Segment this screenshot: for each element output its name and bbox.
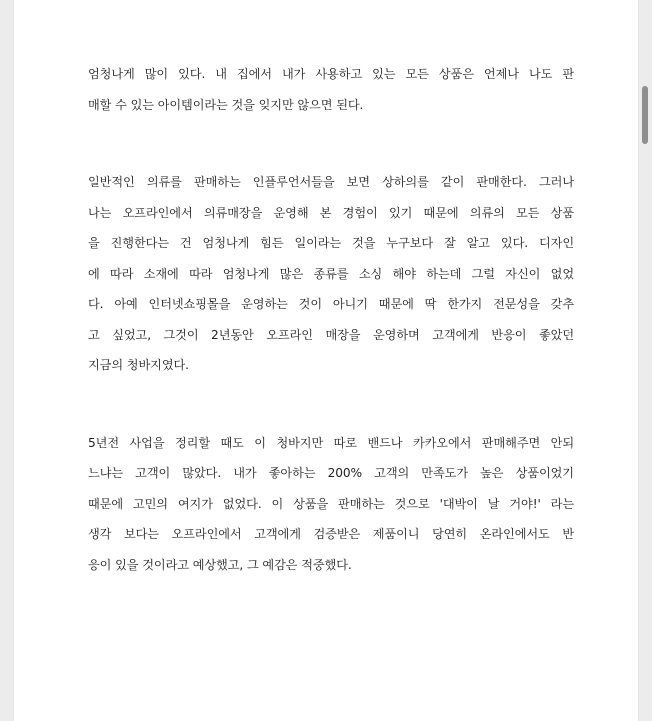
text-line: 5년전 사업을 정리할 때도 이 청바지만 따로 밴드나 카카오에서 판매해주면 안되 xyxy=(88,435,574,450)
text-line: 에 따라 소재에 따라 엄청나게 많은 종류를 소싱 해야 하는데 그럴 자신이 없었 xyxy=(88,266,574,281)
paragraph-1 xyxy=(88,59,574,120)
text-line: 지금의 청바지였다. xyxy=(88,358,189,372)
text-line: 고 싶었고, 그것이 2년동안 오프라인 매장을 운영하며 고객에게 반응이 좋았던 xyxy=(88,327,574,342)
text-line: 생각 보다는 오프라인에서 고객에게 검증받은 제품이니 당연히 온라인에서도 반 xyxy=(88,527,574,541)
text-line: 다. 아예 인터넷쇼핑몰을 운영하는 것이 아니기 때문에 딱 한가지 전문성을 갖추 xyxy=(88,297,574,311)
text-line: 을 진행한다는 건 엄청나게 힘든 일이라는 것을 누구보다 잘 알고 있다. 디자인 xyxy=(88,236,574,250)
text-line: 매할 수 있는 아이템이라는 것을 잊지만 않으면 된다. xyxy=(88,97,364,112)
paragraph-3 xyxy=(88,428,574,581)
text-line: 나는 오프라인에서 의류매장을 운영해 본 경험이 있기 때문에 의류의 모든 상품 xyxy=(88,205,574,220)
text-line: 느냐는 고객이 많았다. 내가 좋아하는 200% 고객의 만족도가 높은 상품이었기 xyxy=(88,466,574,480)
document-page xyxy=(14,0,638,721)
scrollbar-thumb[interactable] xyxy=(642,86,648,144)
text-line: 엄청나게 많이 있다. 내 집에서 내가 사용하고 있는 모든 상품은 언제나 나도 판 xyxy=(88,67,574,81)
vertical-scrollbar[interactable] xyxy=(638,0,652,721)
text-line: 일반적인 의류를 판매하는 인플루언서들을 보면 상하의를 같이 판매한다. 그러나 xyxy=(88,175,574,189)
document-body xyxy=(88,59,574,627)
text-line: 응이 있을 것이라고 예상했고, 그 예감은 적중했다. xyxy=(88,557,352,572)
paragraph-2 xyxy=(88,167,574,381)
text-line: 때문에 고민의 여지가 없었다. 이 상품을 판매하는 것으로 '대박이 날 거야!' 라는 xyxy=(88,496,574,511)
